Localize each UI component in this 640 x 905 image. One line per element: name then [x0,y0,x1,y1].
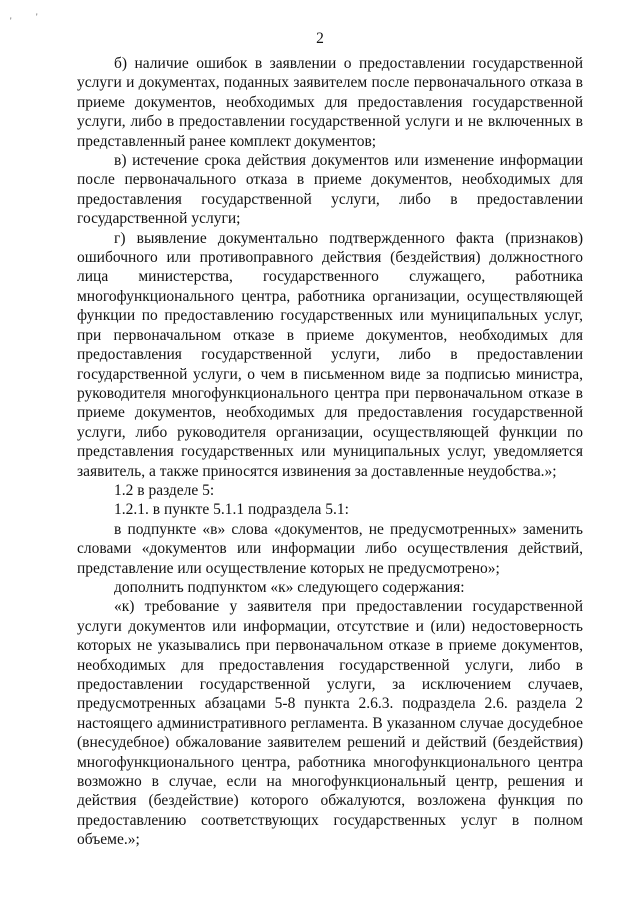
paragraph-b: б) наличие ошибок в заявлении о предоставлении государственной услуги и документах, поданных заявителем после первоначального отказа в приеме документов, необходимых для предоставления государственной услуги, либо в предоставлении государственной услуги и не включенных в представленный ранее комплект документов; [77,55,583,150]
paragraph-g: г) выявление документально подтвержденного факта (признаков) ошибочного или противоправного действия (бездействия) должностного лица министерства, государственного служащего, работника многофункционального центра, работника организации, осуществляющей функции по предоставлению государственных или муниципальных услуг, при первоначальном отказе в приеме документов, необходимых для предоставления государственной услуги, либо в предоставлении государственной услуги, о чем в письменном виде за подписью министра, руководителя многофункционального центра при первоначальном отказе в приеме документов, необходимых для предоставления государственной услуги, либо руководителя организации, осуществляющей функции по представления государственных или муниципальных услуг, уведомляется заявитель, а также приносятся извинения за доставленные неудобства.»; [77,229,583,480]
paragraph-v: в) истечение срока действия документов или изменение информации после первоначального отказа в приеме документов, необходимых для предоставления государственной услуги, либо в предоставлении государственной услуги; [77,152,583,228]
paragraph-subitem-k: «к) требование у заявителя при предоставлении государственной услуги документов или информации, отсутствие и (или) недостоверность которых не указывались при первоначальном отказе в приеме документов, необходимых для предоставления государственной услуги, либо в предоставлении государственной услуги, за исключением случаев, предусмотренных абзацами 5-8 пункта 2.6.3. подраздела 2.6. раздела 2 настоящего административного регламента. В указанном случае досудебное (внесудебное) обжалование заявителем решений и действий (бездействия) многофункционального центра, работника многофункционального центра возможно в случае, если на многофункциональный центр, решения и действия (бездействие) которого обжалуются, возложена функция по предоставлению соответствующих государственных услуг в полном объеме.»; [77,598,583,849]
page-number: 2 [316,30,324,47]
margin-mark: ' [36,12,38,22]
section-1-2: 1.2 в разделе 5: [114,481,215,499]
paragraph-subitem-v-amendment: в подпункте «в» слова «документов, не предусмотренных» заменить словами «документов или информации либо осуществления действий, представление или осуществление которых не предусмотрено»; [77,520,583,577]
document-body [77,54,583,850]
margin-mark: ' [10,16,12,26]
paragraph-add-subitem-k: дополнить подпунктом «к» следующего содержания: [114,578,465,596]
section-1-2-1: 1.2.1. в пункте 5.1.1 подраздела 5.1: [114,501,349,519]
